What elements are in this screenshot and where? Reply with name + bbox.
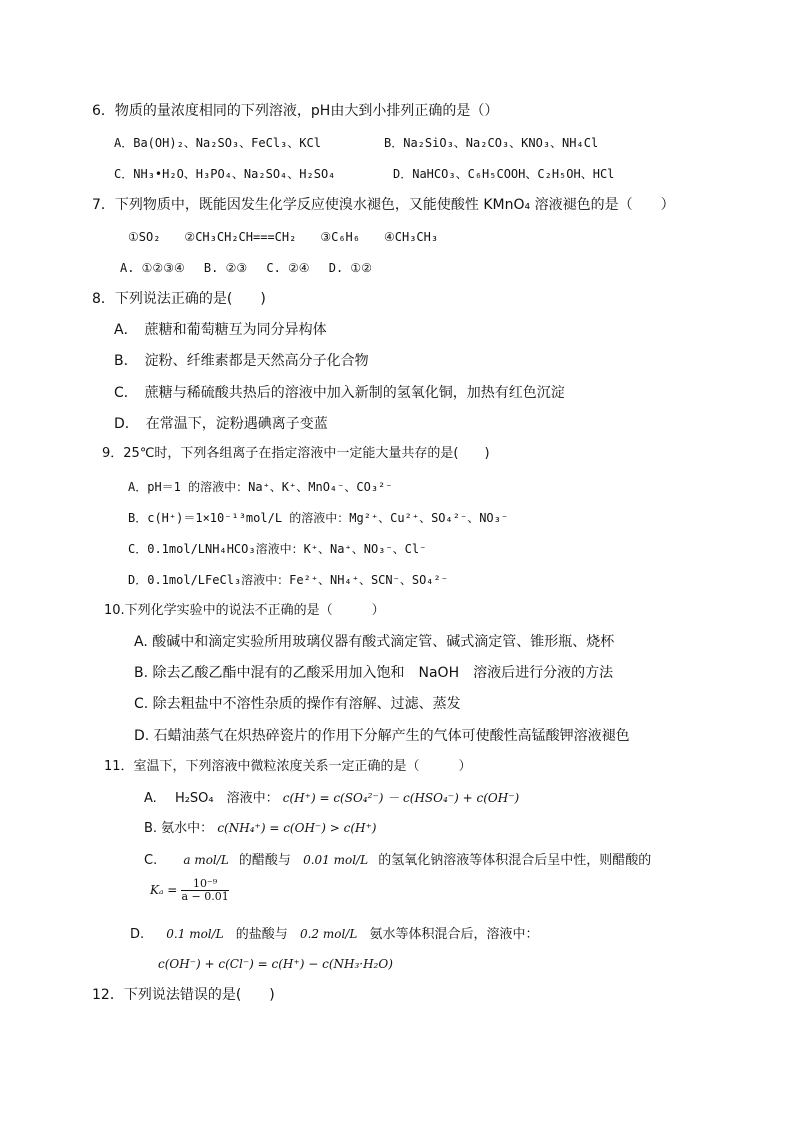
q11-c-conc-a: a mol/L bbox=[183, 853, 229, 867]
q9-option-a: A．pH＝1 的溶液中：Na⁺、K⁺、MnO₄⁻、CO₃²⁻ bbox=[128, 480, 393, 494]
q6-option-a: A．Ba(OH)₂、Na₂SO₃、FeCl₃、KCl bbox=[114, 136, 321, 150]
q11-option-b bbox=[144, 819, 377, 838]
q11-c-ka-expression bbox=[150, 878, 229, 903]
q8-stem: 8．下列说法正确的是( ) bbox=[92, 291, 266, 307]
q11-d-formula: c(OH⁻) + c(Cl⁻) = c(H⁺) − c(NH₃·H₂O) bbox=[158, 957, 393, 971]
q6-option-b: B．Na₂SiO₃、Na₂CO₃、KNO₃、NH₄Cl bbox=[384, 136, 599, 150]
q9-stem: 9．25℃时，下列各组离子在指定溶液中一定能大量共存的是( ) bbox=[102, 446, 490, 461]
q11-option-a bbox=[144, 789, 519, 808]
q6-option-c: C．NH₃•H₂O、H₃PO₄、Na₂SO₄、H₂SO₄ bbox=[114, 167, 336, 181]
q11-c-conc-naoh: 0.01 mol/L bbox=[303, 853, 369, 867]
q10-option-b: B. 除去乙酸乙酯中混有的乙酸采用加入饱和 NaOH 溶液后进行分液的方法 bbox=[134, 665, 614, 681]
q7-stem: 7．下列物质中，既能因发生化学反应使溴水褪色，又能使酸性 KMnO₄ 溶液褪色的是（ ） bbox=[92, 197, 675, 213]
q6-option-d: D．NaHCO₃、C₆H₅COOH、C₂H₅OH、HCl bbox=[393, 167, 615, 181]
q11-b-label: B. 氨水中： bbox=[144, 821, 214, 836]
q11-a-formula: c(H⁺) = c(SO₄²⁻) － c(HSO₄⁻) + c(OH⁻) bbox=[282, 791, 520, 805]
q10-option-d: D. 石蜡油蒸气在炽热碎瓷片的作用下分解产生的气体可使酸性高锰酸钾溶液褪色 bbox=[134, 728, 630, 744]
q11-c-text2: 的醋酸与 bbox=[238, 853, 291, 868]
q7-answers: A. ①②③④ B. ②③ C. ②④ D. ①② bbox=[120, 261, 372, 275]
q9-option-c: C．0.1mol/LNH₄HCO₃溶液中：K⁺、Na⁺、NO₃⁻、Cl⁻ bbox=[128, 542, 427, 556]
q11-option-c bbox=[144, 851, 651, 870]
q10-stem: 10.下列化学实验中的说法不正确的是（ ） bbox=[104, 603, 385, 618]
q11-a-label: A. bbox=[144, 791, 157, 806]
q10-option-a: A. 酸碱中和滴定实验所用玻璃仪器有酸式滴定管、碱式滴定管、锥形瓶、烧杯 bbox=[134, 634, 615, 650]
q6-stem: 6．物质的量浓度相同的下列溶液，pH由大到小排列正确的是（） bbox=[92, 103, 499, 119]
q10-option-c: C. 除去粗盐中不溶性杂质的操作有溶解、过滤、蒸发 bbox=[134, 696, 461, 712]
q12-stem: 12．下列说法错误的是( ) bbox=[92, 987, 275, 1003]
q11-b-formula: c(NH₄⁺) = c(OH⁻) > c(H⁺) bbox=[217, 821, 377, 835]
q11-a-text: H₂SO₄ 溶液中： bbox=[174, 791, 279, 806]
q9-option-b: B．c(H⁺)＝1×10⁻¹³mol/L 的溶液中：Mg²⁺、Cu²⁺、SO₄²⁻、NO₃⁻ bbox=[128, 511, 509, 525]
q11-option-d bbox=[130, 925, 538, 944]
q11-d-text2: 的盐酸与 bbox=[235, 927, 288, 942]
q11-stem: 11．室温下，下列溶液中微粒浓度关系一定正确的是（ ） bbox=[104, 759, 472, 774]
q8-option-c: C． 蔗糖与稀硫酸共热后的溶液中加入新制的氢氧化铜，加热有红色沉淀 bbox=[114, 385, 565, 401]
q11-d-conc-hcl: 0.1 mol/L bbox=[166, 927, 224, 941]
q11-c-fraction bbox=[181, 878, 228, 903]
q9-option-d: D．0.1mol/LFeCl₃溶液中：Fe²⁺、NH₄⁺、SCN⁻、SO₄²⁻ bbox=[128, 573, 448, 587]
q7-substances: ①SO₂ ②CH₃CH₂CH===CH₂ ③C₆H₆ ④CH₃CH₃ bbox=[128, 230, 439, 244]
q11-d-label: D. bbox=[130, 927, 145, 942]
q8-option-d: D． 在常温下，淀粉遇碘离子变蓝 bbox=[114, 416, 328, 432]
q11-d-text4: 氨水等体积混合后，溶液中： bbox=[369, 927, 539, 942]
q11-c-numerator: 10⁻⁹ bbox=[181, 878, 228, 891]
q11-c-ka-label: Kₐ = bbox=[150, 883, 178, 897]
q11-c-label: C. bbox=[144, 853, 158, 868]
q11-c-denominator: a − 0.01 bbox=[181, 890, 229, 903]
q8-option-b: B． 淀粉、纤维素都是天然高分子化合物 bbox=[114, 353, 369, 369]
q11-c-text4: 的氢氧化钠溶液等体积混合后呈中性，则醋酸的 bbox=[378, 853, 652, 868]
q8-option-a: A． 蔗糖和葡萄糖互为同分异构体 bbox=[114, 322, 327, 338]
q11-d-conc-nh3: 0.2 mol/L bbox=[299, 927, 358, 941]
